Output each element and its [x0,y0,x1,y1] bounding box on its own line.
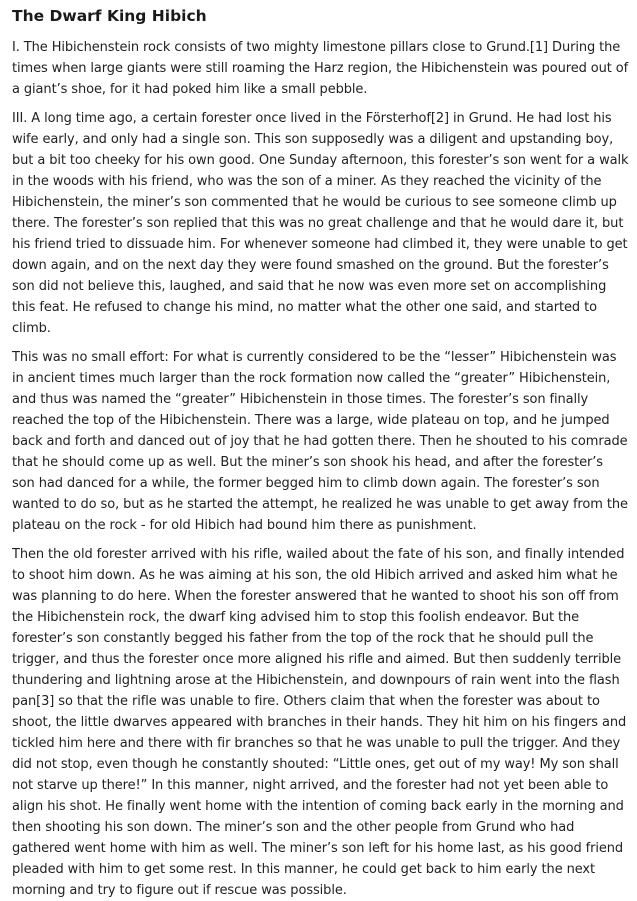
article-title: The Dwarf King Hibich [12,7,207,25]
paragraph-4: Then the old forester arrived with his rifle, wailed about the fate of his son, and finally intended to shoot him down. As he was aiming at his son, the old Hibich arrived and asked him what he was planning to do here. When the forester answered that he wanted to shoot his son off from the Hibichenstein rock, the dwarf king advised him to stop this foolish endeavor. But the forester’s son constantly begged his father from the top of the rock that he should pull the trigger, and thus the forester once more aligned his rifle and aimed. But then suddenly terrible thundering and lightning arose at the Hibichenstein, and downpours of rain went into the flash pan[3] so that the rifle was unable to fire. Others claim that when the forester was about to shoot, the little dwarves appeared with branches in their hands. They hit him on his fingers and tickled him here and there with fir branches so that he was unable to pull the trigger. And they did not stop, even though he constantly shouted: “Little ones, get out of my way! My son shall not starve up there!” In this manner, night arrived, and the forester had not yet been able to align his shot. He finally went home with the intention of coming back early in the morning and then shooting his son down. The miner’s son and the other people from Grund who had gathered went home with him as well. The miner’s son left for his home last, as his good friend pleaded with him to get some rest. In this manner, he could get back to him early the next morning and try to figure out if rescue was possible. [12,547,627,898]
paragraph-2: III. A long time ago, a certain forester once lived in the Försterhof[2] in Grund. He had lost his wife early, and only had a single son. This son supposedly was a diligent and upstanding boy, but a bit too cheeky for his own good. One Sunday afternoon, this forester’s son went for a walk in the woods with his friend, who was the son of a miner. As they reached the vicinity of the Hibichenstein, the miner’s son commented that he would be curious to see someone climb up there. The forester’s son replied that this was no great challenge and that he would dare it, but his friend tried to dissuade him. For whenever someone had climbed it, they were unable to get down again, and on the next day they were found smashed on the ground. But the forester’s son did not believe this, laughed, and said that he now was even more set on accomplishing this feat. He refused to change his mind, no matter what the other one said, and started to climb. [12,111,629,336]
paragraph-3: This was no small effort: For what is currently considered to be the “lesser” Hibichenstein was in ancient times much larger than the rock formation now called the “greater” Hibichenstein, and thus was named the “greater” Hibichenstein in those times. The forester’s son finally reached the top of the Hibichenstein. There was a large, wide plateau on top, and he jumped back and forth and danced out of joy that he had gotten there. Then he shouted to his comrade that he should come up as well. But the miner’s son shook his head, and after the forester’s son had danced for a while, the former begged him to climb down again. The forester’s son wanted to do so, but as he started the attempt, he realized he was unable to get away from the plateau on the rock - for old Hibich had bound him there as punishment. [12,350,628,533]
paragraph-1: I. The Hibichenstein rock consists of two mighty limestone pillars close to Grund.[1] During the times when large giants were still roaming the Harz region, the Hibichenstein was poured out of a giant’s shoe, for it had poked him like a small pebble. [12,40,629,97]
